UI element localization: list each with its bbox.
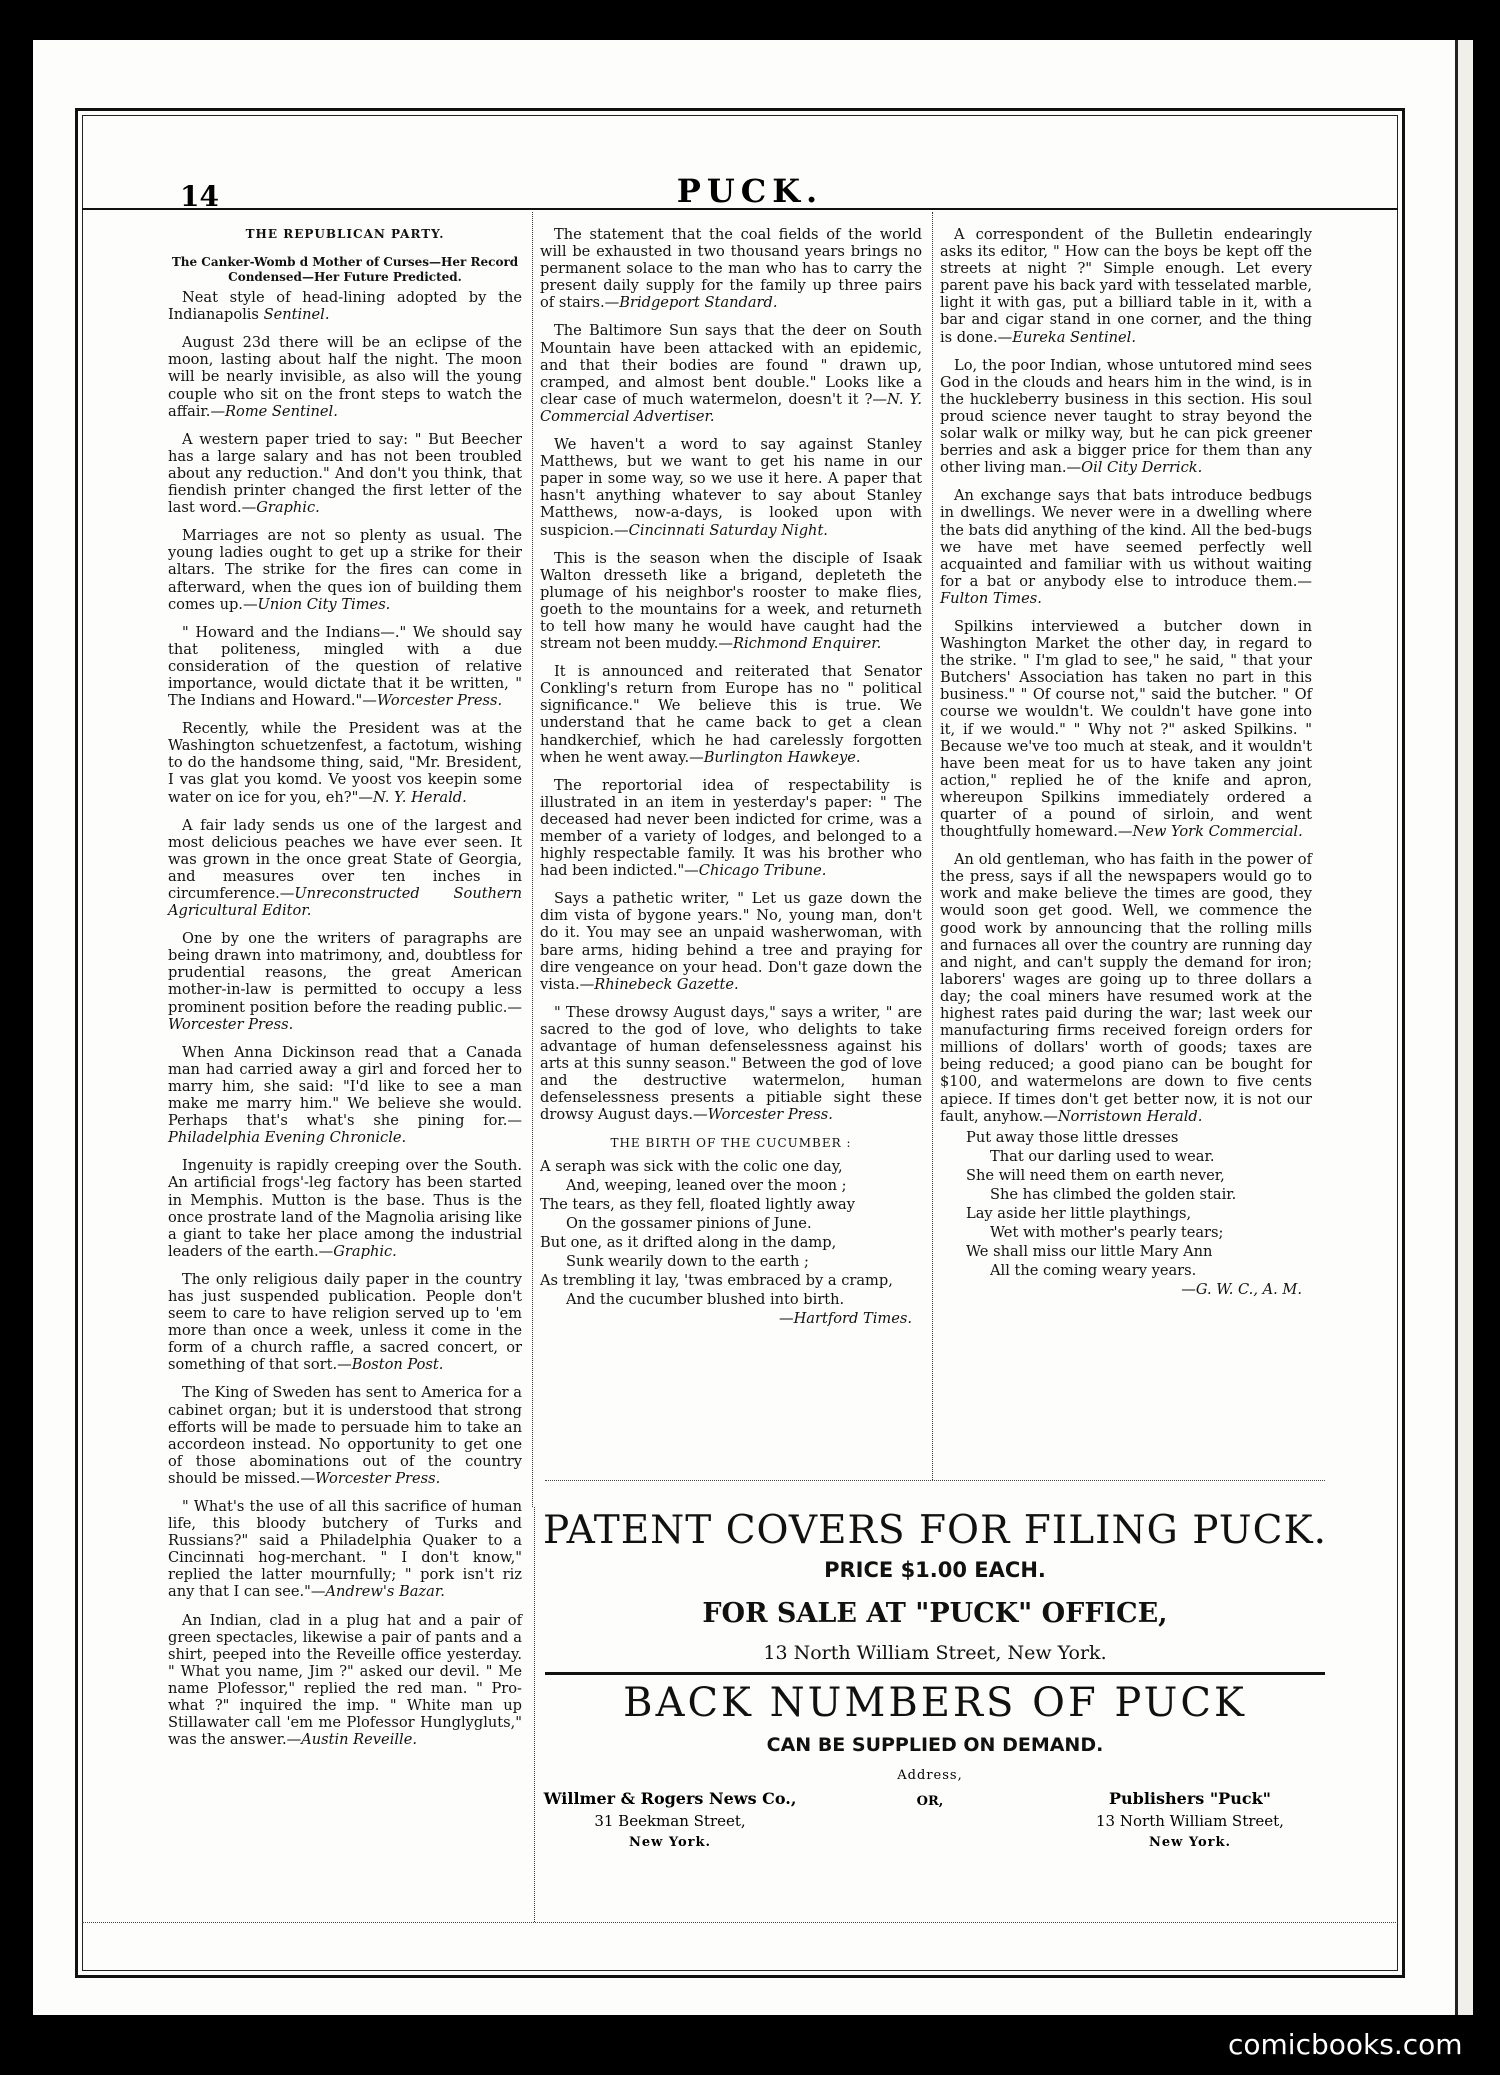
paragraph: An Indian, clad in a plug hat and a pair of green spectacles, likewise a pair of pants and a shirt, peeped into the Reveille office yesterday. " What you name, Jim ?" asked our devil. " Me name Plofessor," replied the red man. " Pro- what ?" inquired the imp. " White man up Stillawater call 'em me Plofessor Hunglygluts," was the answer.—Austin Reveille. xyxy=(168,1611,522,1749)
poem-line: Put away those little dresses xyxy=(966,1128,1179,1146)
paragraph: The statement that the coal fields of the world will be exhausted in two thousand years brings no permanent solace to the man who has to carry the present daily supply for the family up three pairs of stairs.—Bridgeport Standard. xyxy=(540,226,922,312)
paragraph: " These drowsy August days," says a writer, " are sacred to the god of love, who delights to take advantage of human defenselessness against his arts at this sunny season." Between the god of love and the destructive watermelon, human defenselessness presents a pitiable sight these drowsy August days.—Worcester Press. xyxy=(540,1003,922,1124)
paragraph: " What's the use of all this sacrifice of human life, this bloody butchery of Turks and Russians?" said a Philadelphia Quaker to a Cincinnati hog-merchant. " I don't know," replied the latter mournfully; " pork isn't riz any that I can see."—Andrew's Bazar. xyxy=(168,1498,522,1601)
paragraph: " Howard and the Indians—." We should say that politeness, mingled with a due consideration of the question of relative importance, would dictate that it be written, " The Indians and Howard."—Worcester Press. xyxy=(168,623,522,710)
ad-or-label: OR, xyxy=(916,1794,944,1809)
paragraph: Spilkins interviewed a butcher down in Washington Market the other day, in regard to the strike. " I'm glad to see," he said, " that your Butchers' Association has taken no part in this business." " Of course not," said the butcher. " Of course we wouldn't. We couldn't have gone into it, if we would." " Why not ?" asked Spilkins. " Because we've too much at steak, and it wouldn't have been meat for us to have taken any joint action," replied he of the knife and apron, whereupon Spilkins immediately ordered a quarter of a pound of sirloin, and went thoughtfully homeward.—New York Commercial. xyxy=(940,617,1312,841)
paragraph: We haven't a word to say against Stanley Matthews, but we want to get his name in our paper in some way, so we use it here. A paper that hasn't anything whatever to say about Stanley Matthews, now-a-days, is looked upon with suspicion.—Cincinnati Saturday Night. xyxy=(540,436,922,539)
poem-line: On the gossamer pinions of June. xyxy=(566,1214,812,1232)
paragraph: Says a pathetic writer, " Let us gaze down the dim vista of bygone years." No, young man, don't do it. You may see an unpaid washerwoman, with bare arms, hiding behind a tree and praying for dire vengeance on your head. Don't gaze down the vista.—Rhinebeck Gazette. xyxy=(540,890,922,993)
paragraph: A western paper tried to say: " But Beecher has a large salary and has not been troubled about any reduction." And don't you think, that fiendish printer changed the first letter of the last word.—Graphic. xyxy=(168,430,522,517)
publisher-name: Publishers "Puck" xyxy=(1109,1789,1271,1808)
column-rule-2 xyxy=(932,212,933,1480)
poem-line: And the cucumber blushed into birth. xyxy=(566,1291,845,1309)
paragraph: The only religious daily paper in the country has just suspended publication. People don't seem to care to have religion served up to 'em more than once a week, unless it come in the form of a church raffle, a sacred concert, or something of that sort.—Boston Post. xyxy=(168,1270,522,1374)
publisher-city: New York. xyxy=(1148,1835,1232,1850)
ad-address-label: Address, xyxy=(897,1768,963,1783)
ad-office-address: 13 North William Street, New York. xyxy=(763,1642,1107,1664)
ad-divider xyxy=(545,1672,1325,1675)
poem-title: THE BIRTH OF THE CUCUMBER : xyxy=(610,1135,852,1150)
ad-headline-covers: PATENT COVERS FOR FILING PUCK. xyxy=(543,1508,1327,1553)
column-3 xyxy=(940,226,1312,1299)
column-rule-1 xyxy=(532,212,533,1507)
poem-line: And, weeping, leaned over the moon ; xyxy=(566,1176,847,1194)
ad-left-publisher xyxy=(540,1788,800,1854)
poem-line: Sunk wearily down to the earth ; xyxy=(566,1253,809,1271)
paragraph: It is announced and reiterated that Senator Conkling's return from Europe has no " political significance." We believe this is true. We understand that he came back to get a clean handkerchief, which he had carelessly forgotten when he went away.—Burlington Hawkeye. xyxy=(540,663,922,766)
poem-line: Wet with mother's pearly tears; xyxy=(990,1224,1224,1242)
paragraph: When Anna Dickinson read that a Canada man had carried away a girl and forced her to marry him, she said: "I'd like to see a man make me marry him." We believe she would. Perhaps that's what's she pining for.—Philadelphia Evening Chronicle. xyxy=(168,1043,522,1147)
poem-line: That our darling used to wear. xyxy=(990,1147,1215,1165)
paragraph: An exchange says that bats introduce bedbugs in dwellings. We never were in a dwelling where the bats did anything of the kind. All the bed-bugs we have met have seemed perfectly well acquainted and familiar with us without waiting for a bat or anybody else to introduce them.—Fulton Times. xyxy=(940,487,1312,607)
ad-price: PRICE $1.00 EACH. xyxy=(824,1558,1046,1582)
ad-right-publisher xyxy=(1060,1788,1320,1854)
watermark: comicbooks.com xyxy=(1228,2028,1463,2061)
column-rule-1b xyxy=(534,1507,535,1922)
page-number: 14 xyxy=(180,180,219,213)
paragraph: The Baltimore Sun says that the deer on South Mountain have been attacked with an epidemic, and that their bodies are found " drawn up, cramped, and almost bent double." Looks like a clear case of much watermelon, doesn't it ?—N. Y. Commercial Advertiser. xyxy=(540,322,922,425)
page-edge xyxy=(1455,40,1473,2015)
paragraph: A correspondent of the Bulletin endearingly asks its editor, " How can the boys be kept off the streets at night ?" Simple enough. Let every parent pave his back yard with tesselated marble, light it with gas, put a billiard table in it, with a bar and cigar stand in one corner, and the thing is done.—Eureka Sentinel. xyxy=(940,226,1312,346)
bottom-rule xyxy=(82,1922,1398,1923)
masthead: PUCK. xyxy=(676,172,824,210)
ad-headline-back-numbers: BACK NUMBERS OF PUCK xyxy=(623,1680,1247,1726)
poem-line: All the coming weary years. xyxy=(990,1262,1197,1280)
poem-line: Lay aside her little playthings, xyxy=(966,1205,1192,1223)
paragraph: Recently, while the President was at the Washington schuetzenfest, a factotum, wishing to do the handsome thing, said, "Mr. Bresident, I vas glat you komd. Ve yoost vos keepin some water on ice for you, eh?"—N. Y. Herald. xyxy=(168,720,522,806)
paragraph: A fair lady sends us one of the largest and most delicious peaches we have ever seen. It was grown in the once great State of Georgia, and measures over ten inches in circumference.—Unreconstructed Southern Agricultural Editor. xyxy=(168,816,522,920)
paragraph: This is the season when the disciple of Isaak Walton dresseth like a brigand, depleteth the plumage of his neighbor's rooster to make flies, goeth to the mountains for a week, and returneth to tell how many he would have caught had the stream not been muddy.—Richmond Enquirer. xyxy=(540,549,922,653)
publisher-city: New York. xyxy=(628,1835,712,1850)
poem-line: We shall miss our little Mary Ann xyxy=(966,1243,1213,1261)
publisher-street: 13 North William Street, xyxy=(1096,1812,1284,1830)
article-heading: THE REPUBLICAN PARTY. xyxy=(245,227,445,241)
paragraph: August 23d there will be an eclipse of the moon, lasting about half the night. The moon will be nearly invisible, as also will the young couple who sit on the front steps to watch the affair.—Rome Sentinel. xyxy=(168,334,522,420)
header-rule xyxy=(82,208,1398,210)
paragraph: The reportorial idea of respectability is illustrated in an item in yesterday's paper: " The deceased had never been indicted for crime, was a member of a variety of lodges, and belonged to a highly respectable family. It was his brother who had been indicted."—Chicago Tribune. xyxy=(540,776,922,880)
ad-top-rule xyxy=(545,1480,1325,1481)
paragraph: Lo, the poor Indian, whose untutored mind sees God in the clouds and hears him in the wind, is in the huckleberry business in this section. His soul proud science never taught to stray beyond the solar walk or milky way, but he can pick greener berries and ask a bigger price for them than any other living man.—Oil City Derrick. xyxy=(940,356,1312,477)
poem-line: The tears, as they fell, floated lightly away xyxy=(540,1195,855,1213)
poem-line: She has climbed the golden stair. xyxy=(990,1185,1237,1203)
poem-source: —Hartford Times. xyxy=(778,1310,912,1328)
poem-line: As trembling it lay, 'twas embraced by a cramp, xyxy=(540,1272,893,1290)
paragraph: Marriages are not so plenty as usual. The young ladies ought to get up a strike for their altars. The strike for the fires can come in afterward, when the ques ion of building them comes up.—Union City Times. xyxy=(168,527,522,613)
column-1 xyxy=(168,226,522,1759)
publisher-street: 31 Beekman Street, xyxy=(594,1812,746,1830)
poem-source: —G. W. C., A. M. xyxy=(1181,1281,1302,1299)
paragraph: Neat style of head-lining adopted by the Indianapolis Sentinel. xyxy=(168,289,522,324)
paragraph: Ingenuity is rapidly creeping over the South. An artificial frogs'-leg factory has been started in Memphis. Mutton is the base. Thus is the once prostrate land of the Magnolia arising like a giant to take her place among the industrial leaders of the earth.—Graphic. xyxy=(168,1157,522,1260)
paragraph: An old gentleman, who has faith in the power of the press, says if all the newspapers would go to work and make believe the times are good, they would soon get good. Well, we commence the good work by announcing that the rolling mills and furnaces all over the country are running day and night, and can't supply the demand for iron; laborers' wages are going up to three dollars a day; the coal miners have resumed work at the highest rates paid during the war; last week our manufacturing firms received foreign orders for millions of dollars' worth of goods; taxes are being reduced; a good piano can be bought for $100, and watermelons are down to five cents apiece. If times don't get better now, it is not our fault, anyhow.—Norristown Herald. xyxy=(940,851,1312,1125)
paragraph: One by one the writers of paragraphs are being drawn into matrimony, and, doubtless for prudential reasons, the great American mother-in-law is permitted to occupy a less prominent position before the reading public.—Worcester Press. xyxy=(168,930,522,1033)
poem-line: She will need them on earth never, xyxy=(966,1166,1225,1184)
poem-line: But one, as it drifted along in the damp, xyxy=(540,1233,837,1251)
publisher-name: Willmer & Rogers News Co., xyxy=(543,1789,797,1808)
article-subheading: The Canker-Womb d Mother of Curses—Her Record Condensed—Her Future Predicted. xyxy=(171,255,519,285)
paragraph: The King of Sweden has sent to America for a cabinet organ; but it is understood that strong efforts will be made to persuade him to take an accordeon instead. No opportunity to get one of those abominations out of the country should be missed.—Worcester Press. xyxy=(168,1384,522,1487)
ad-supply: CAN BE SUPPLIED ON DEMAND. xyxy=(766,1734,1104,1756)
poem-line: A seraph was sick with the colic one day, xyxy=(540,1157,843,1175)
column-2 xyxy=(540,226,922,1327)
ad-sale-office: FOR SALE AT "PUCK" OFFICE, xyxy=(702,1598,1168,1629)
